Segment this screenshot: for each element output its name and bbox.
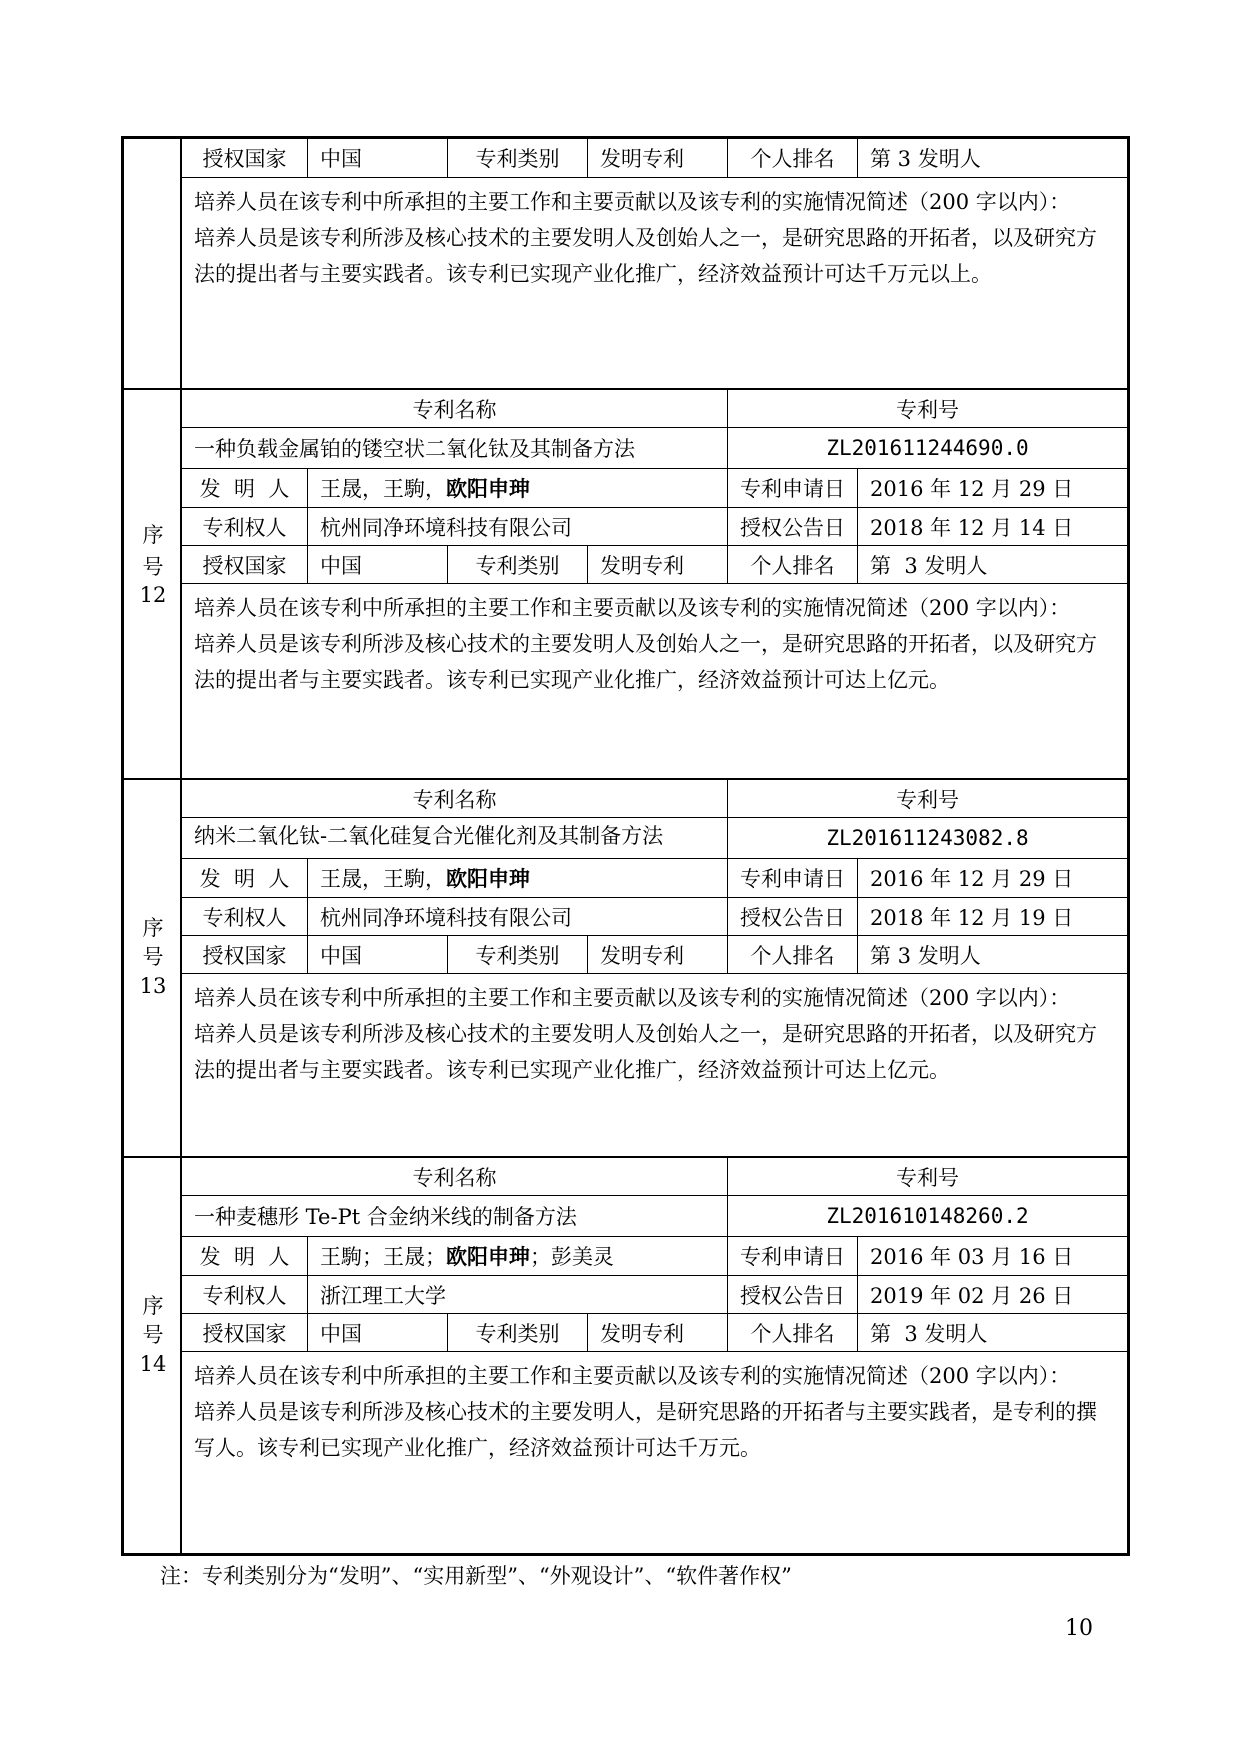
inventors-plain: 王晟，王駒， — [320, 477, 446, 501]
grant-row — [182, 1314, 1127, 1352]
patent-name-header: 专利名称 — [182, 1158, 728, 1195]
name-row — [182, 428, 1127, 469]
patent-block-continued — [124, 139, 1127, 388]
patent-type-value: 发明专利 — [588, 139, 728, 177]
contribution-description — [182, 584, 1127, 778]
grant-date: 2018 年 12 月 14 日 — [870, 515, 1074, 540]
patent-type-value: 发明专利 — [588, 936, 728, 973]
holder-row — [182, 1276, 1127, 1314]
block-grid — [182, 1158, 1127, 1553]
apply-date: 2016 年 12 月 29 日 — [870, 867, 1074, 891]
grant-country-label: 授权国家 — [182, 546, 308, 583]
patent-block-13 — [124, 780, 1127, 1156]
grant-country-value: 中国 — [308, 546, 448, 583]
holder-label: 专利权人 — [182, 898, 308, 935]
sequence-column — [124, 780, 182, 1156]
header-row — [182, 780, 1127, 818]
patent-name: 一种麦穗形 Te-Pt 合金纳米线的制备方法 — [182, 1196, 728, 1236]
block-grid — [182, 139, 1127, 388]
patent-number: ZL201611243082.8 — [826, 826, 1029, 850]
patent-number: ZL201610148260.2 — [826, 1204, 1029, 1228]
grant-date-label: 授权公告日 — [728, 1276, 858, 1313]
patent-block-12 — [124, 390, 1127, 778]
apply-date-label: 专利申请日 — [728, 1237, 858, 1275]
contribution-description — [182, 1352, 1127, 1553]
name-row — [182, 818, 1127, 859]
grant-date-label: 授权公告日 — [728, 898, 858, 935]
sequence-char-1: 序 — [142, 1294, 164, 1318]
grant-row — [182, 139, 1127, 178]
patent-number-header: 专利号 — [896, 397, 959, 422]
sequence-number: 14 — [139, 1352, 167, 1376]
inventor-label: 发 明 人 — [182, 1237, 308, 1275]
inventor-highlight: 欧阳申珅 — [446, 866, 530, 891]
grant-row — [182, 936, 1127, 974]
grant-date: 2018 年 12 月 19 日 — [870, 905, 1074, 930]
patent-type-value: 发明专利 — [588, 1314, 728, 1351]
sequence-column — [124, 139, 182, 388]
contribution-text: 培养人员是该专利所涉及核心技术的主要发明人及创始人之一，是研究思路的开拓者，以及研究方法的提出者与主要实践者。该专利已实现产业化推广，经济效益预计可达千万元以上。 — [194, 226, 1097, 286]
inventors-value — [308, 1237, 728, 1275]
grant-date: 2019 年 02 月 26 日 — [870, 1283, 1074, 1308]
grant-country-label: 授权国家 — [182, 1314, 308, 1351]
patent-name: 纳米二氧化钛-二氧化硅复合光催化剂及其制备方法 — [182, 818, 728, 858]
rank-label: 个人排名 — [728, 546, 858, 583]
page-number: 10 — [1065, 1616, 1093, 1641]
inventor-highlight: 欧阳申珅 — [446, 476, 530, 501]
patent-number-header: 专利号 — [896, 1165, 959, 1190]
patent-type-label: 专利类别 — [448, 1314, 588, 1351]
contribution-label: 培养人员在该专利中所承担的主要工作和主要贡献以及该专利的实施情况简述（200 字以内）： — [194, 1364, 1071, 1388]
rank-value: 第 3 发明人 — [870, 1321, 988, 1346]
inventors-tail: ；彭美灵 — [530, 1245, 614, 1269]
apply-date-label: 专利申请日 — [728, 859, 858, 897]
patent-number-header: 专利号 — [896, 787, 959, 812]
inventor-label: 发 明 人 — [182, 859, 308, 897]
grant-row — [182, 546, 1127, 584]
sequence-char-2: 号 — [142, 1323, 164, 1347]
holder-row — [182, 508, 1127, 546]
contribution-text: 培养人员是该专利所涉及核心技术的主要发明人，是研究思路的开拓者与主要实践者，是专利的撰写人。该专利已实现产业化推广，经济效益预计可达千万元。 — [194, 1400, 1097, 1460]
patent-type-label: 专利类别 — [448, 139, 588, 177]
contribution-label: 培养人员在该专利中所承担的主要工作和主要贡献以及该专利的实施情况简述（200 字以内）： — [194, 986, 1071, 1010]
rank-value: 第 3 发明人 — [870, 147, 981, 171]
apply-date-label: 专利申请日 — [728, 469, 858, 507]
inventors-value — [308, 859, 728, 897]
patent-name-header: 专利名称 — [182, 780, 728, 817]
inventors-plain: 王晟，王駒， — [320, 867, 446, 891]
patent-number: ZL201611244690.0 — [826, 436, 1029, 460]
sequence-number: 12 — [139, 583, 167, 607]
grant-country-value: 中国 — [308, 936, 448, 973]
grant-country-value: 中国 — [308, 139, 448, 177]
inventors-plain: 王駒；王晟； — [320, 1245, 446, 1269]
patent-name: 一种负载金属铂的镂空状二氧化钛及其制备方法 — [182, 428, 728, 468]
sequence-column — [124, 1158, 182, 1553]
inventors-value — [308, 469, 728, 507]
patent-type-label: 专利类别 — [448, 936, 588, 973]
apply-date: 2016 年 03 月 16 日 — [870, 1245, 1074, 1269]
inventor-row — [182, 469, 1127, 508]
sequence-char-2: 号 — [142, 945, 164, 969]
grant-date-label: 授权公告日 — [728, 508, 858, 545]
sequence-char-1: 序 — [142, 916, 164, 940]
inventor-row — [182, 1237, 1127, 1276]
patent-table — [121, 136, 1130, 1556]
footnote: 注：专利类别分为“发明”、“实用新型”、“外观设计”、“软件著作权” — [160, 1564, 792, 1588]
inventor-highlight: 欧阳申珅 — [446, 1244, 530, 1269]
contribution-description — [182, 974, 1127, 1156]
contribution-description — [182, 178, 1127, 388]
grant-country-value: 中国 — [308, 1314, 448, 1351]
contribution-text: 培养人员是该专利所涉及核心技术的主要发明人及创始人之一，是研究思路的开拓者，以及研究方法的提出者与主要实践者。该专利已实现产业化推广，经济效益预计可达上亿元。 — [194, 1022, 1097, 1082]
contribution-label: 培养人员在该专利中所承担的主要工作和主要贡献以及该专利的实施情况简述（200 字以内）： — [194, 190, 1071, 214]
name-row — [182, 1196, 1127, 1237]
patent-name-header: 专利名称 — [182, 390, 728, 427]
sequence-char-2: 号 — [142, 555, 164, 579]
grant-country-label: 授权国家 — [182, 936, 308, 973]
holder-label: 专利权人 — [182, 1276, 308, 1313]
rank-value: 第 3 发明人 — [870, 943, 981, 968]
grant-country-label: 授权国家 — [182, 139, 308, 177]
rank-label: 个人排名 — [728, 1314, 858, 1351]
holder-value: 杭州同净环境科技有限公司 — [308, 508, 728, 545]
rank-value: 第 3 发明人 — [870, 553, 988, 578]
holder-value: 浙江理工大学 — [308, 1276, 728, 1313]
holder-row — [182, 898, 1127, 936]
apply-date: 2016 年 12 月 29 日 — [870, 477, 1074, 501]
holder-label: 专利权人 — [182, 508, 308, 545]
sequence-column — [124, 390, 182, 778]
block-grid — [182, 390, 1127, 778]
patent-block-14 — [124, 1158, 1127, 1553]
inventor-label: 发 明 人 — [182, 469, 308, 507]
rank-label: 个人排名 — [728, 139, 858, 177]
contribution-label: 培养人员在该专利中所承担的主要工作和主要贡献以及该专利的实施情况简述（200 字以内）： — [194, 596, 1071, 620]
sequence-number: 13 — [139, 974, 167, 998]
patent-type-value: 发明专利 — [588, 546, 728, 583]
patent-type-label: 专利类别 — [448, 546, 588, 583]
header-row — [182, 1158, 1127, 1196]
sequence-char-1: 序 — [142, 523, 164, 547]
holder-value: 杭州同净环境科技有限公司 — [308, 898, 728, 935]
block-grid — [182, 780, 1127, 1156]
contribution-text: 培养人员是该专利所涉及核心技术的主要发明人及创始人之一，是研究思路的开拓者，以及研究方法的提出者与主要实践者。该专利已实现产业化推广，经济效益预计可达上亿元。 — [194, 632, 1097, 692]
inventor-row — [182, 859, 1127, 898]
header-row — [182, 390, 1127, 428]
rank-label: 个人排名 — [728, 936, 858, 973]
